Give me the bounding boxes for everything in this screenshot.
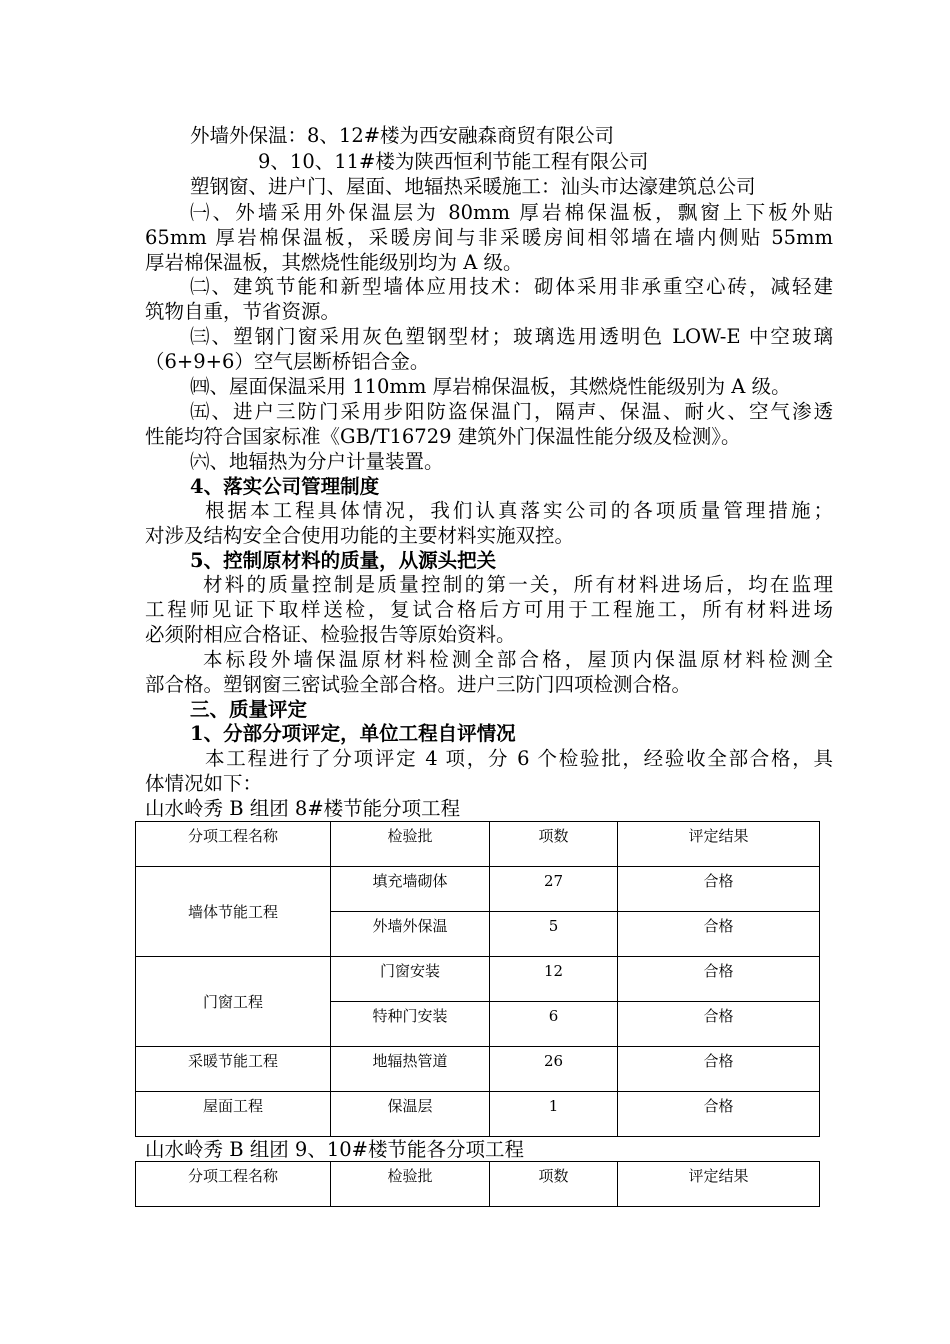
column-header: 检验批 [331,1162,490,1207]
table-cell: 合格 [618,957,820,1002]
table-caption: 山水岭秀 B 组团 8#楼节能分项工程 [145,797,461,820]
section-heading: 5、控制原材料的质量，从源头把关 [190,549,497,572]
table-row [136,957,820,1002]
paragraph-line: 65mm 厚岩棉保温板，采暖房间与非采暖房间相邻墙在墙内侧贴 55mm [145,226,833,249]
table-cell: 1 [490,1092,618,1137]
paragraph-line: 外墙外保温：8、12#楼为西安融森商贸有限公司 [190,124,615,147]
paragraph-line: 工程师见证下取样送检，复试合格后方可用于工程施工，所有材料进场 [145,598,833,621]
table-cell: 填充墙砌体 [331,867,490,912]
column-header: 分项工程名称 [136,822,331,867]
paragraph-line: 材料的质量控制是质量控制的第一关，所有材料进场后，均在监理 [203,573,833,596]
paragraph-line: 部合格。塑钢窗三密试验全部合格。进户三防门四项检测合格。 [145,673,692,696]
column-header: 项数 [490,822,618,867]
paragraph-line: 塑钢窗、进户门、屋面、地辐热采暖施工：汕头市达濠建筑总公司 [190,175,756,198]
paragraph-line: ㈢、塑钢门窗采用灰色塑钢型材；玻璃选用透明色 LOW-E 中空玻璃 [190,325,833,348]
paragraph-line: 9、10、11#楼为陕西恒利节能工程有限公司 [258,150,649,173]
table-cell: 门窗安装 [331,957,490,1002]
section-heading: 4、落实公司管理制度 [190,475,380,498]
table-row [136,1047,820,1092]
paragraph-line: 厚岩棉保温板，其燃烧性能级别均为 A 级。 [145,251,523,274]
table-cell: 合格 [618,1002,820,1047]
table-header-row [136,1162,820,1207]
data-table [135,1161,820,1207]
table-caption: 山水岭秀 B 组团 9、10#楼节能各分项工程 [145,1138,524,1161]
paragraph-line: 本标段外墙保温原材料检测全部合格，屋顶内保温原材料检测全 [203,648,833,671]
table-row [136,867,820,912]
paragraph-line: 必须附相应合格证、检验报告等原始资料。 [145,623,516,646]
table-row [136,1092,820,1137]
table-cell: 26 [490,1047,618,1092]
paragraph-line: ㈠、外墙采用外保温层为 80mm 厚岩棉保温板，飘窗上下板外贴 [190,201,833,224]
paragraph-line: 对涉及结构安全合使用功能的主要材料实施双控。 [145,524,575,547]
table-cell: 地辐热管道 [331,1047,490,1092]
table-cell: 合格 [618,912,820,957]
table-header-row [136,822,820,867]
paragraph-line: ㈣、屋面保温采用 110mm 厚岩棉保温板，其燃烧性能级别为 A 级。 [190,375,791,398]
data-table [135,821,820,1137]
column-header: 评定结果 [618,822,820,867]
paragraph-line: 体情况如下： [145,772,263,795]
table-cell: 合格 [618,1092,820,1137]
paragraph-line: 筑物自重，节省资源。 [145,300,341,323]
table-cell: 27 [490,867,618,912]
table-cell: 保温层 [331,1092,490,1137]
paragraph-line: 根据本工程具体情况，我们认真落实公司的各项质量管理措施； [205,499,833,522]
table-cell: 门窗工程 [136,957,331,1047]
section-heading: 三、质量评定 [190,698,308,721]
section-heading: 1、分部分项评定，单位工程自评情况 [190,722,516,745]
table-cell: 墙体节能工程 [136,867,331,957]
table-cell: 采暖节能工程 [136,1047,331,1092]
paragraph-line: ㈤、进户三防门采用步阳防盗保温门，隔声、保温、耐火、空气渗透 [190,400,833,423]
paragraph-line: （6+9+6）空气层断桥铝合金。 [145,350,430,373]
paragraph-line: ㈥、地辐热为分户计量装置。 [190,450,444,473]
paragraph-line: ㈡、建筑节能和新型墙体应用技术：砌体采用非承重空心砖，减轻建 [190,275,833,298]
paragraph-line: 本工程进行了分项评定 4 项，分 6 个检验批，经验收全部合格，具 [205,747,833,770]
column-header: 评定结果 [618,1162,820,1207]
paragraph-line: 性能均符合国家标准《GB/T16729 建筑外门保温性能分级及检测》。 [145,425,741,448]
table-cell: 6 [490,1002,618,1047]
table-cell: 合格 [618,1047,820,1092]
table-cell: 5 [490,912,618,957]
column-header: 分项工程名称 [136,1162,331,1207]
table-cell: 合格 [618,867,820,912]
column-header: 检验批 [331,822,490,867]
table-cell: 12 [490,957,618,1002]
column-header: 项数 [490,1162,618,1207]
table-cell: 特种门安装 [331,1002,490,1047]
table-cell: 外墙外保温 [331,912,490,957]
table-cell: 屋面工程 [136,1092,331,1137]
